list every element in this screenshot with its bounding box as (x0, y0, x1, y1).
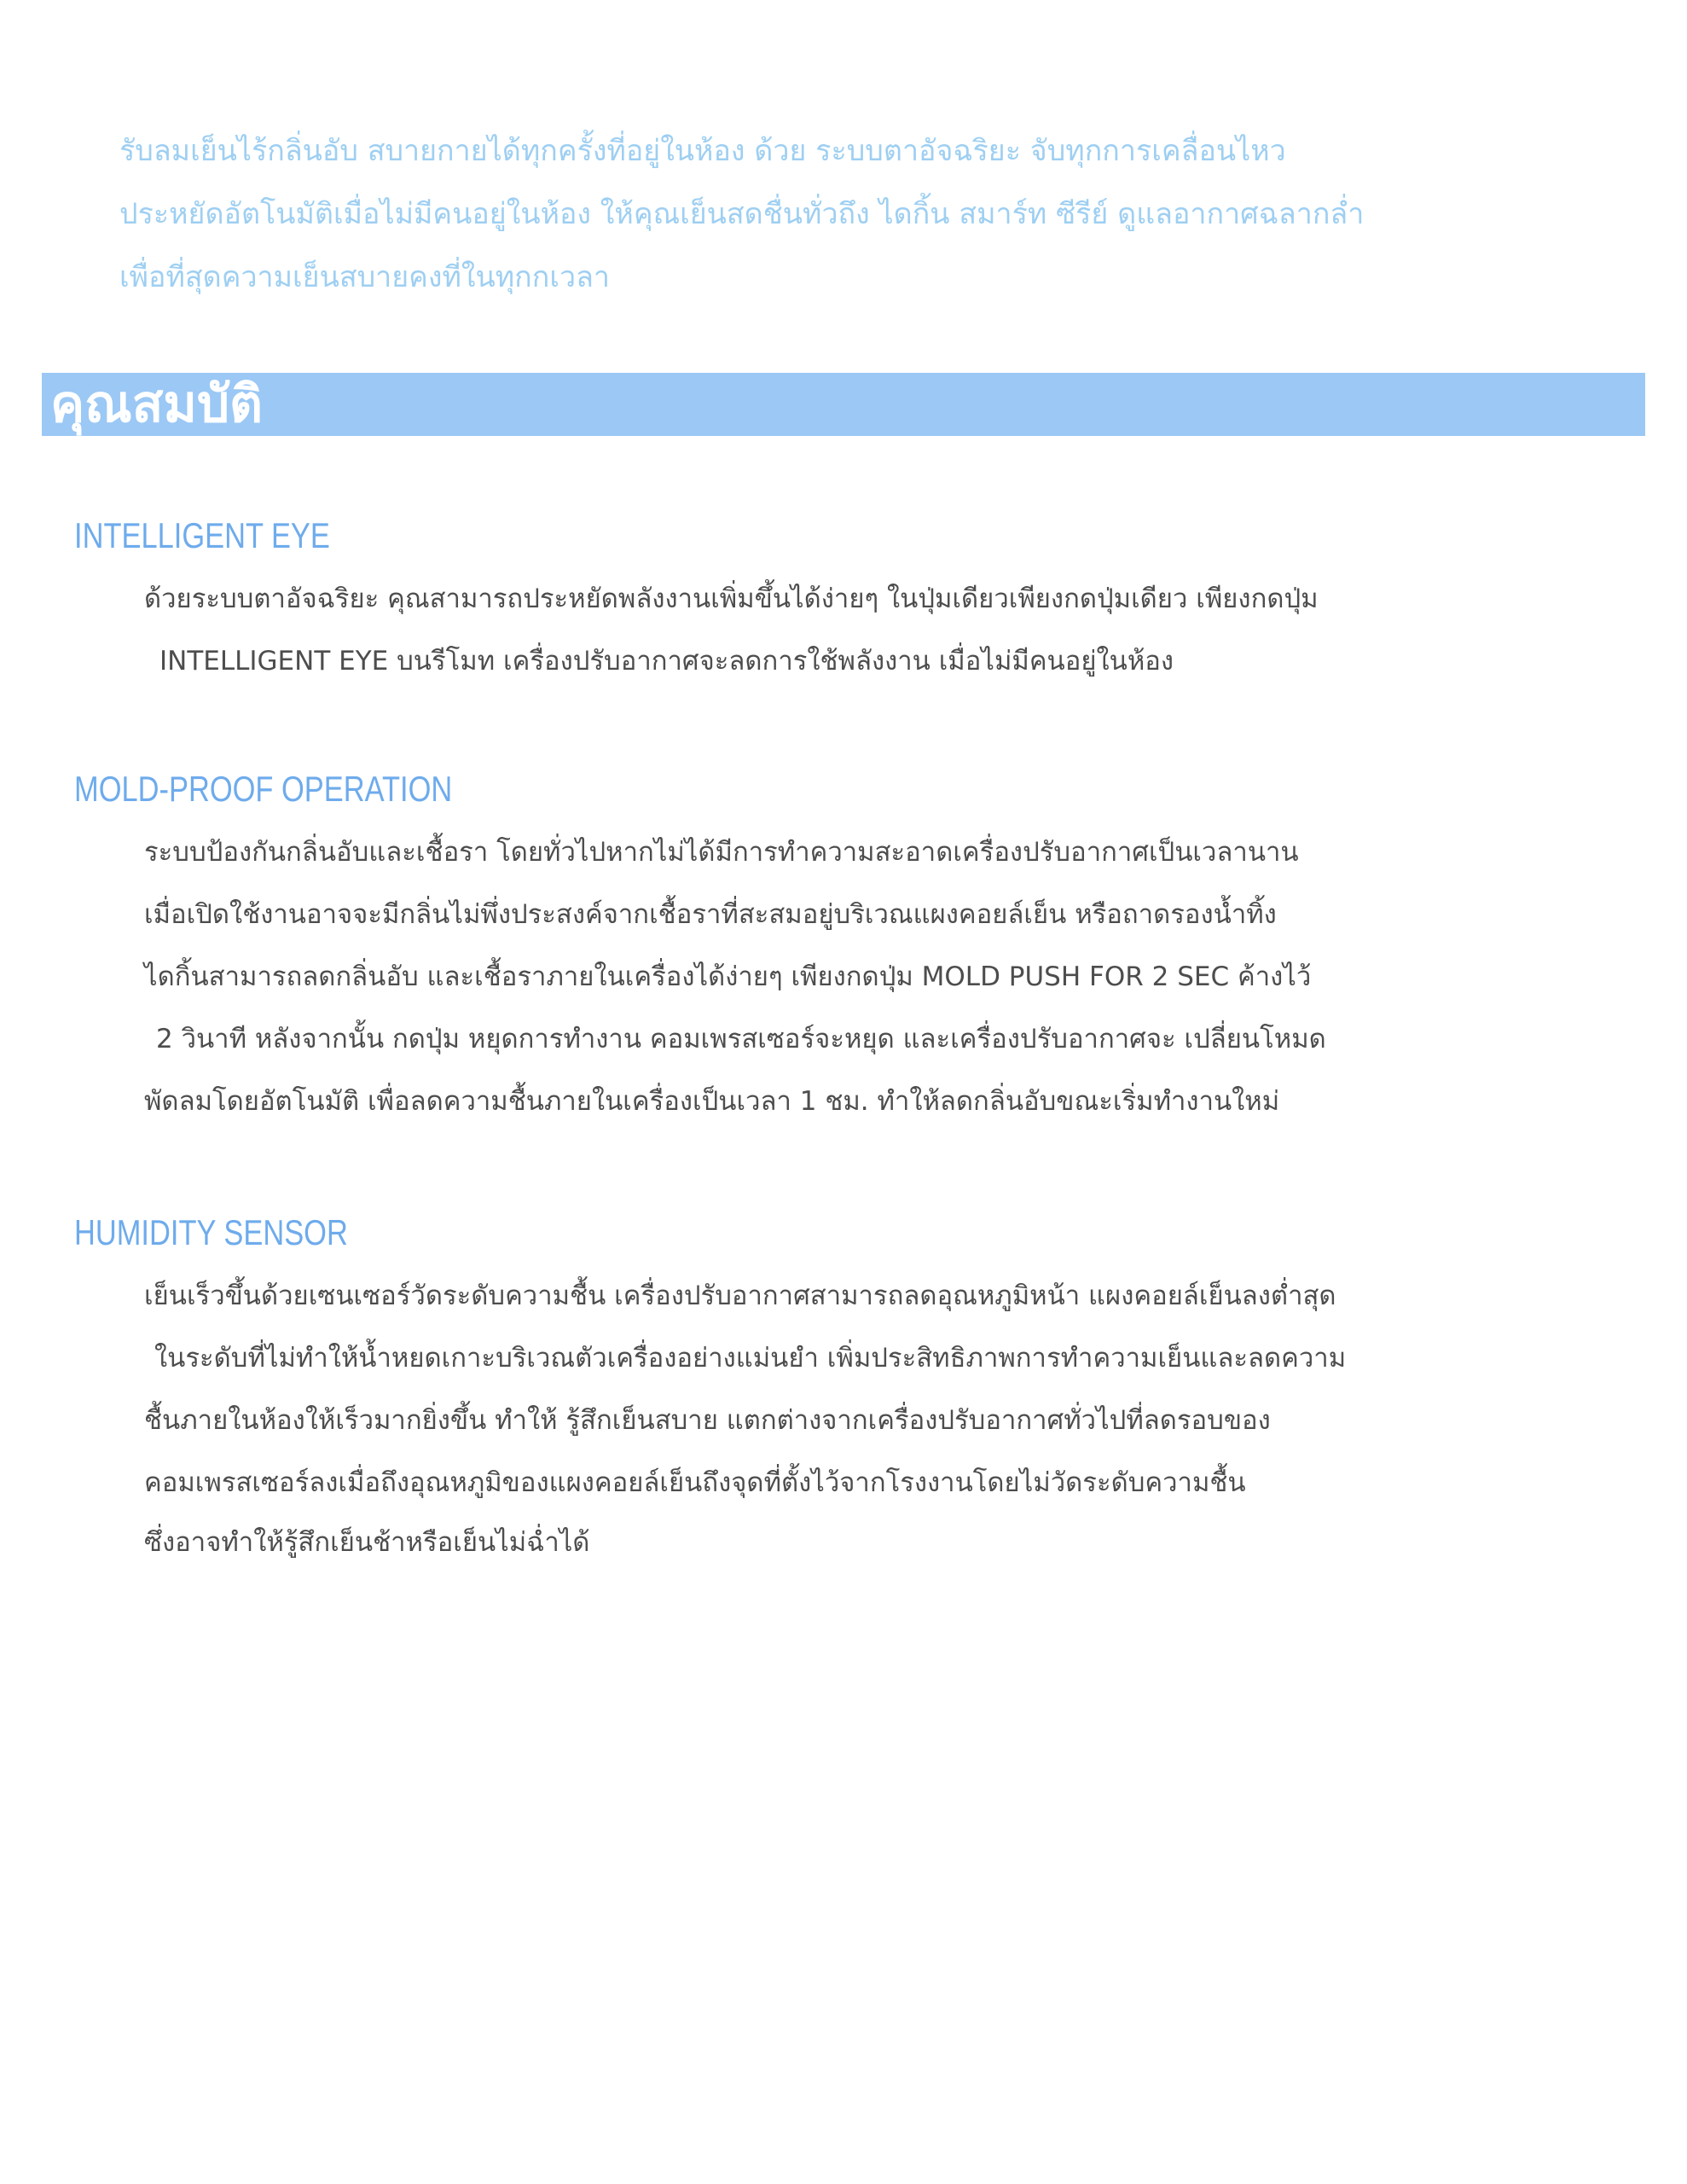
body-line: เมื่อเปิดใช้งานอาจจะมีกลิ่นไม่พึ่งประสงค์จากเชื้อราที่สะสมอยู่บริเวณแผงคอยล์เย็น หรือถาดรองน้ำทิ้ง (144, 899, 1277, 930)
body-line: ชื้นภายในห้องให้เร็วมากยิ่งขึ้น ทำให้ รู้สึกเย็นสบาย แตกต่างจากเครื่องปรับอากาศทั่วไปที่ลดรอบของ (144, 1405, 1271, 1436)
intro-paragraph (119, 119, 1569, 309)
section-body (74, 568, 1644, 693)
intro-line: เพื่อที่สุดความเย็นสบายคงที่ในทุกกเวลา (119, 260, 610, 294)
section-intelligent-eye (74, 510, 1644, 693)
section-heading: HUMIDITY SENSOR (74, 1212, 348, 1252)
body-line: ไดกิ้นสามารถลดกลิ่นอับ และเชื้อราภายในเครื่องได้ง่ายๆ เพียงกดปุ่ม MOLD PUSH FOR 2 SEC ค้างไว้ (144, 961, 1312, 992)
intro-line: ประหยัดอัตโนมัติเมื่อไม่มีคนอยู่ในห้อง ให้คุณเย็นสดชื่นทั่วถึง ไดกิ้น สมาร์ท ซีรีย์ ดูแลอากาศฉลากล่ำ (119, 197, 1365, 231)
section-humidity-sensor (74, 1207, 1644, 1571)
section-body (74, 822, 1644, 1133)
features-banner (42, 373, 1645, 436)
body-line: 2 วินาที หลังจากนั้น กดปุ่ม หยุดการทำงาน คอมเพรสเซอร์จะหยุด และเครื่องปรับอากาศจะ เปลี่ยนโหมด (156, 1024, 1326, 1054)
body-line: คอมเพรสเซอร์ลงเมื่อถึงอุณหภูมิของแผงคอยล์เย็นถึงจุดที่ตั้งไว้จากโรงงานโดยไม่วัดระดับความชื้น (144, 1467, 1246, 1498)
intro-line: รับลมเย็นไร้กลิ่นอับ สบายกายได้ทุกครั้งที่อยู่ในห้อง ด้วย ระบบตาอัจฉริยะ จับทุกการเคลื่อนไหว (119, 134, 1286, 168)
body-line: ในระดับที่ไม่ทำให้น้ำหยดเกาะบริเวณตัวเครื่องอย่างแม่นยำ เพิ่มประสิทธิภาพการทำความเย็นและลดความ (154, 1343, 1347, 1374)
body-line: ระบบป้องกันกลิ่นอับและเชื้อรา โดยทั่วไปหากไม่ได้มีการทำความสะอาดเครื่องปรับอากาศเป็นเวลานาน (144, 837, 1299, 868)
section-heading: INTELLIGENT EYE (74, 515, 330, 555)
body-line: เย็นเร็วขึ้นด้วยเซนเซอร์วัดระดับความชื้น เครื่องปรับอากาศสามารถลดอุณหภูมิหน้า แผงคอยล์เย็นลงต่ำสุด (144, 1281, 1336, 1311)
body-line: ซึ่งอาจทำให้รู้สึกเย็นช้าหรือเย็นไม่ฉ่ำได้ (144, 1527, 590, 1558)
body-line: INTELLIGENT EYE บนรีโมท เครื่องปรับอากาศจะลดการใช้พลังงาน เมื่อไม่มีคนอยู่ในห้อง (159, 646, 1174, 677)
features-title: คุณสมบัติ (50, 375, 264, 434)
section-heading: MOLD-PROOF OPERATION (74, 769, 453, 809)
section-body (74, 1265, 1644, 1571)
body-line: พัดลมโดยอัตโนมัติ เพื่อลดความชื้นภายในเครื่องเป็นเวลา 1 ชม. ทำให้ลดกลิ่นอับขณะเริ่มทำงานใหม่ (144, 1086, 1280, 1117)
section-mold-proof-operation (74, 764, 1644, 1133)
body-line: ด้วยระบบตาอัจฉริยะ คุณสามารถประหยัดพลังงานเพิ่มขึ้นได้ง่ายๆ ในปุ่มเดียวเพียงกดปุ่มเดียว เพียงกดปุ่ม (144, 584, 1319, 614)
